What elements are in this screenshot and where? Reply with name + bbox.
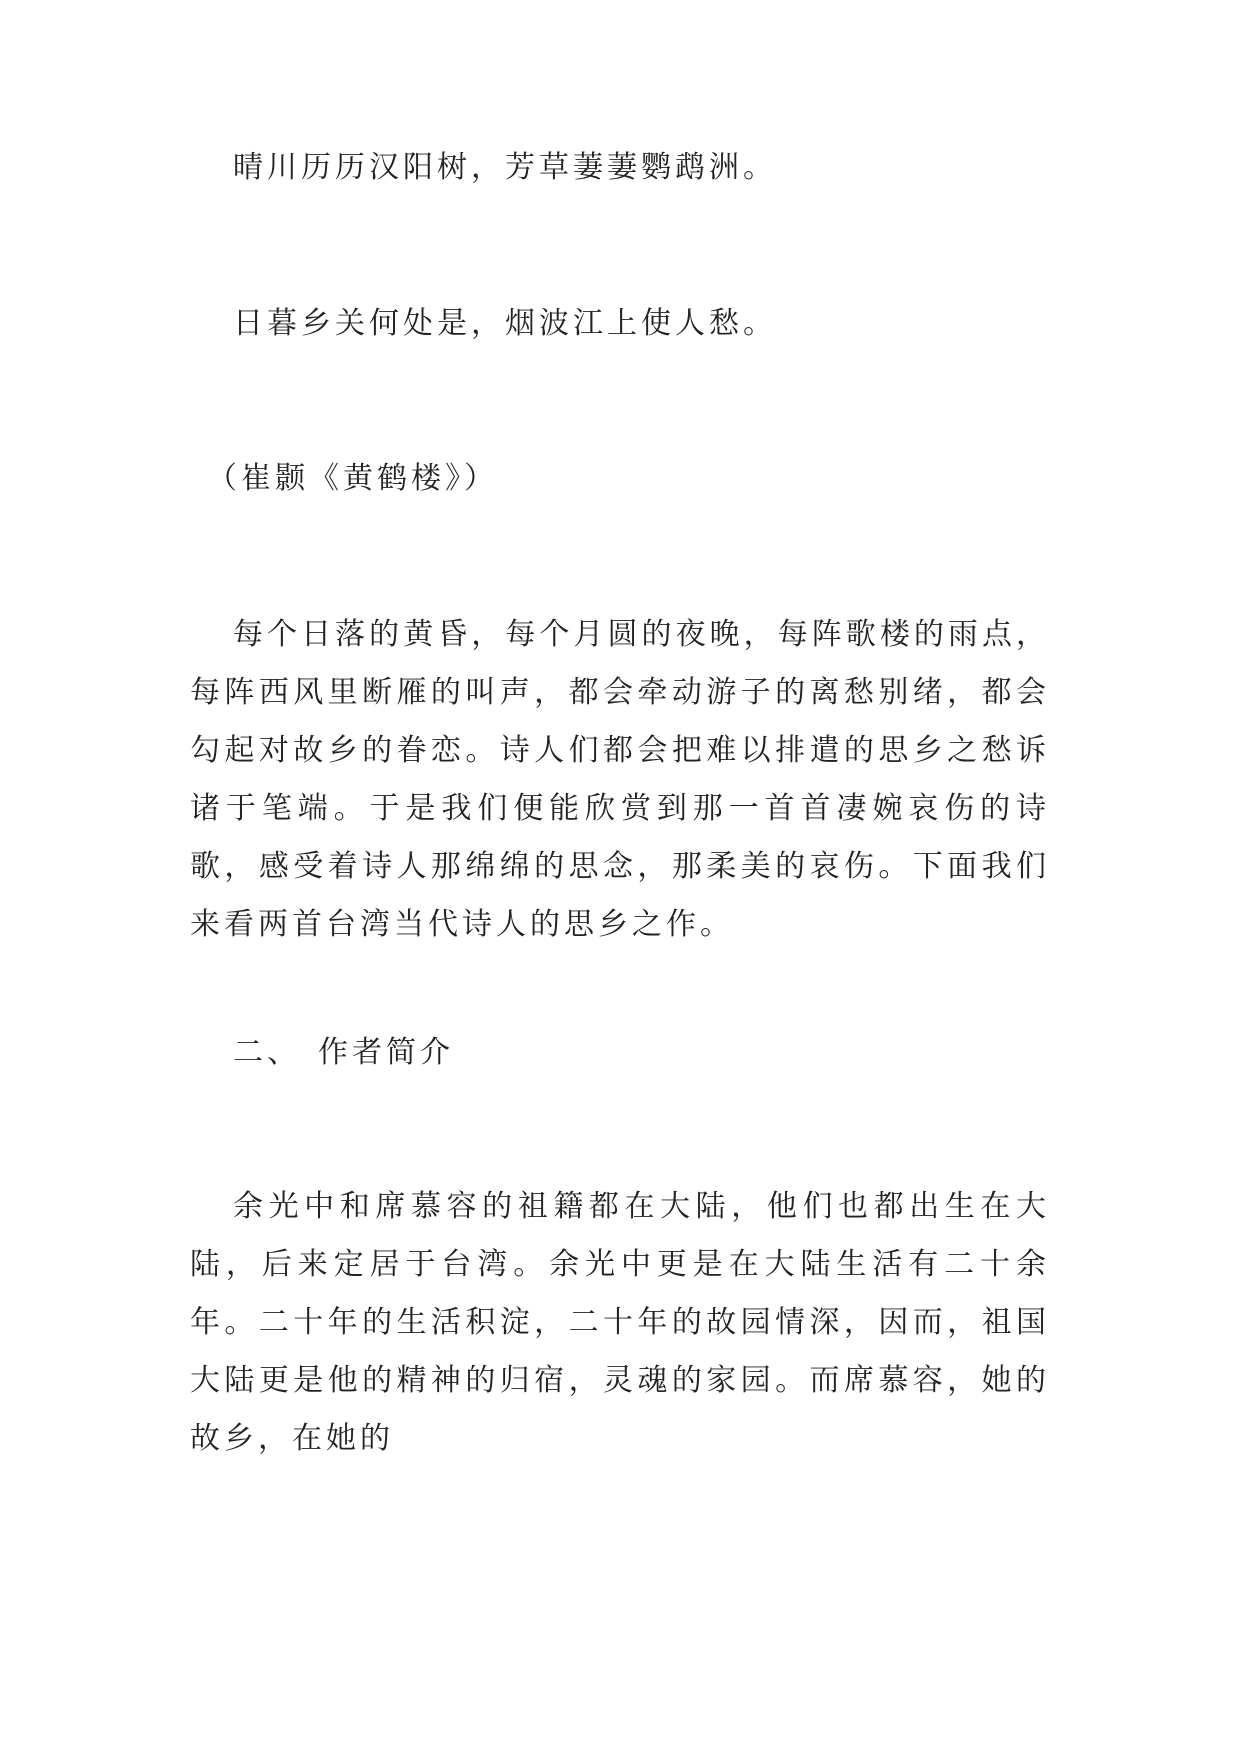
poem-line-2: 日暮乡关何处是，烟波江上使人愁。 <box>233 306 777 341</box>
poem-citation: （崔颢《黄鹤楼》） <box>207 461 498 496</box>
section-title: 作者简介 <box>318 1035 454 1070</box>
section-number: 二、 <box>233 1035 301 1070</box>
poem-line-1: 晴川历历汉阳树，芳草萋萋鹦鹉洲。 <box>233 150 777 185</box>
intro-paragraph: 每个日落的黄昏，每个月圆的夜晚，每阵歌楼的雨点，每阵西风里断雁的叫声，都会牵动游子的离愁别绪，都会勾起对故乡的眷恋。诗人们都会把难以排遣的思乡之愁诉诸于笔端。于是我们便能欣赏到那一首首凄婉哀伤的诗歌，感受着诗人那绵绵的思念，那柔美的哀伤。下面我们来看两首台湾当代诗人的思乡之作。 <box>190 617 1050 942</box>
author-intro-paragraph: 余光中和席慕容的祖籍都在大陆，他们也都出生在大陆，后来定居于台湾。余光中更是在大陆生活有二十余年。二十年的生活积淀，二十年的故园情深，因而，祖国大陆更是他的精神的归宿，灵魂的家园。而席慕容，她的故乡，在她的 <box>190 1189 1050 1456</box>
